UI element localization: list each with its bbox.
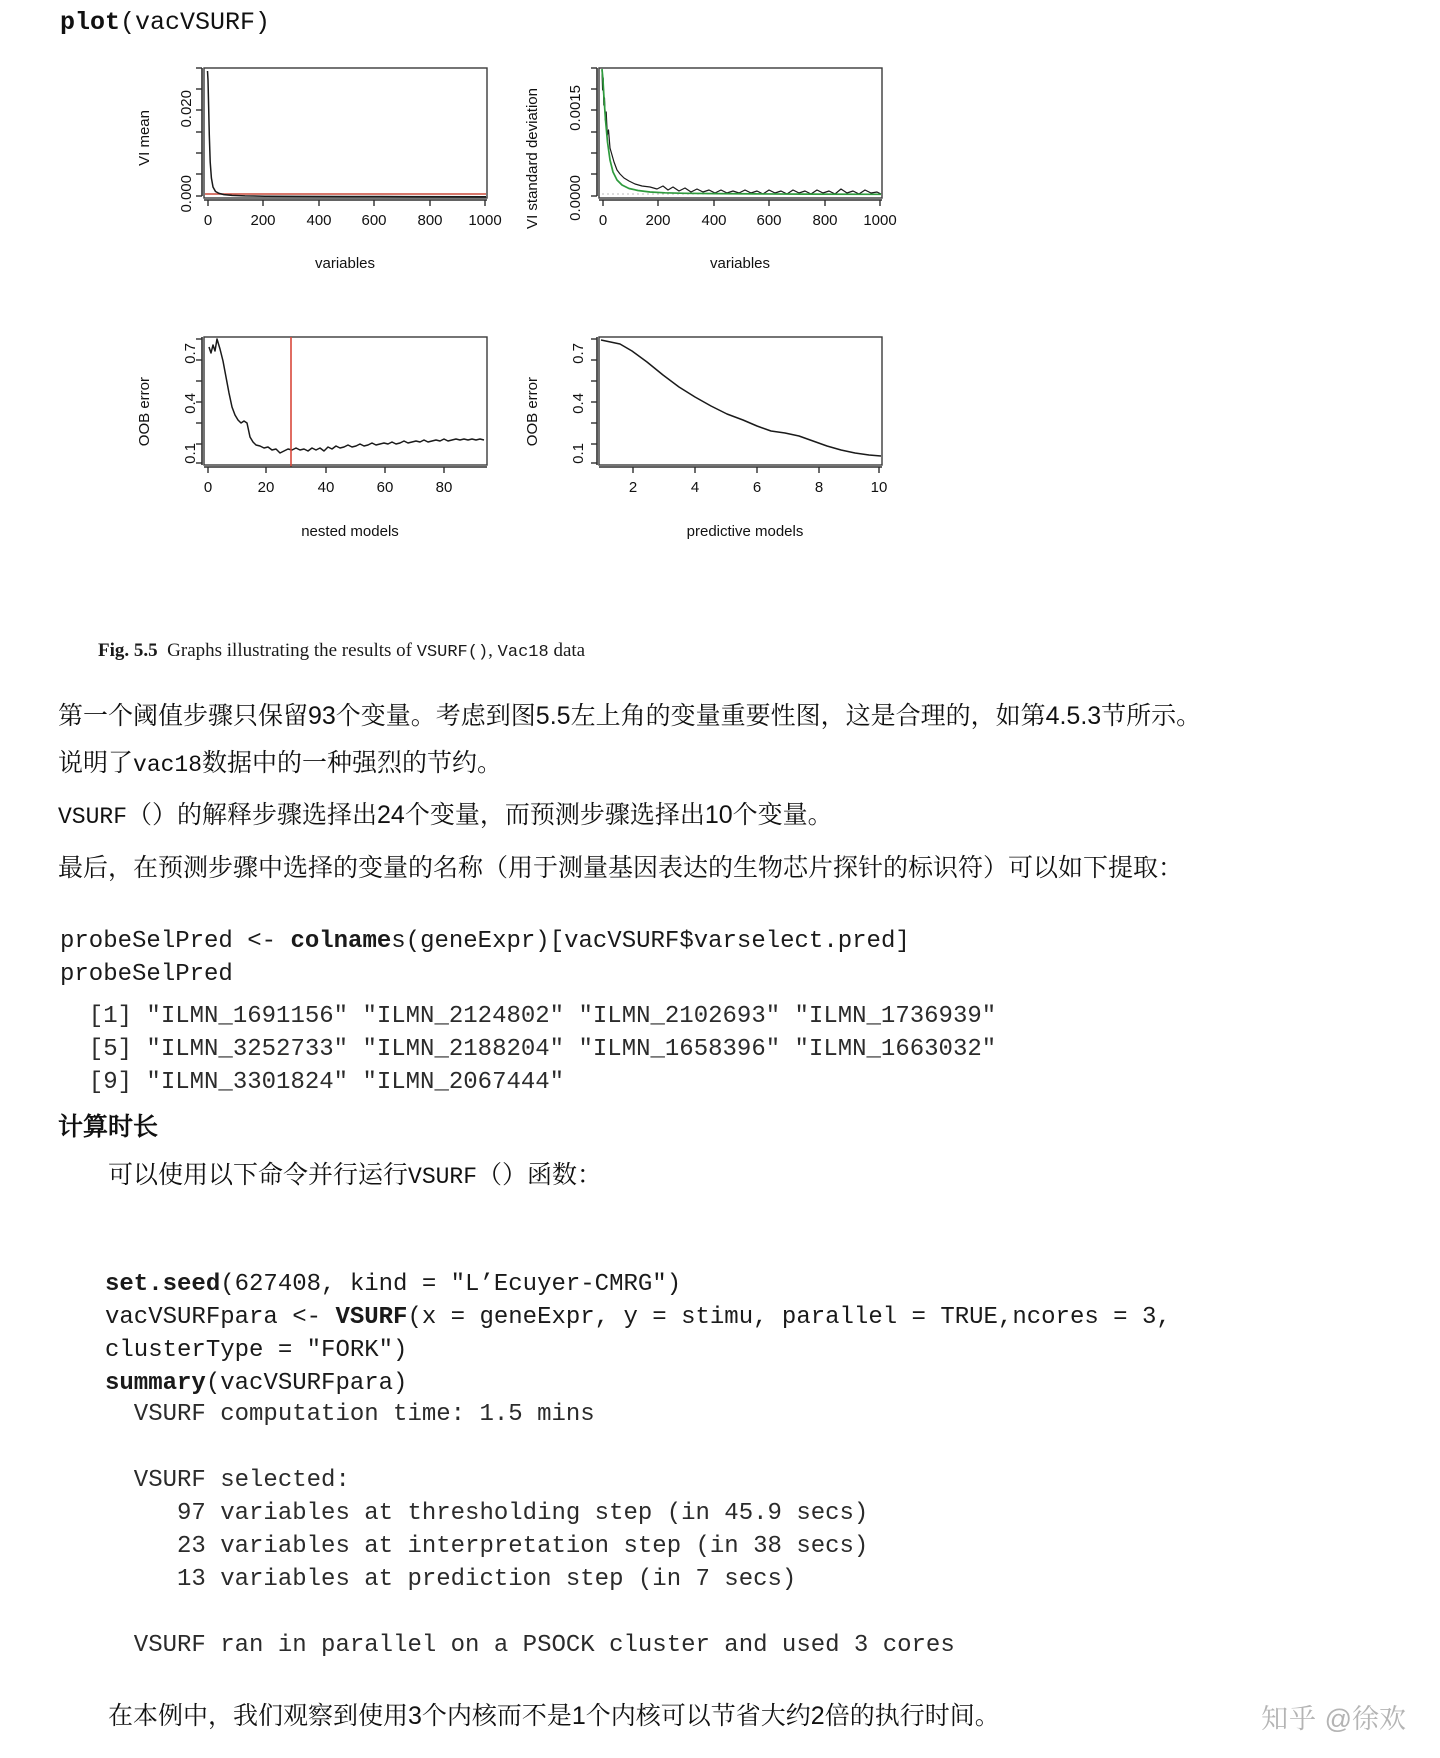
code-1-line1-a: probeSelPred <- — [60, 928, 291, 955]
chart-ytick-oob-pred-2: 0.7 — [570, 343, 587, 364]
output-2-line-2: VSURF selected: — [105, 1467, 350, 1494]
chart-xtick-oob-pred-0: 2 — [628, 479, 638, 496]
code-2-line3: clusterType = "FORK") — [105, 1337, 408, 1364]
chart-xtick-vi-mean-0: 0 — [203, 212, 213, 229]
chart-xtick-oob-pred-1: 4 — [690, 479, 700, 496]
chart-ytick-oob-nested-1: 0.4 — [182, 393, 199, 414]
figure-5-5 — [0, 40, 1000, 620]
paragraph-3-text: 最后，在预测步骤中选择的变量的名称（用于测量基因表达的生物芯片探针的标识符）可以如下提取： — [58, 854, 1184, 882]
chart-ylabel-oob-predictive: OOB error — [524, 377, 541, 447]
figure-caption-text-3: data — [548, 640, 586, 661]
chart-xtick-vi-mean-3: 600 — [361, 212, 387, 229]
paragraph-4 — [108, 1152, 602, 1200]
chart-panel-vi-sd — [505, 50, 905, 300]
paragraph-2-text: （）的解释步骤选择出24个变量，而预测步骤选择出10个变量。 — [127, 801, 833, 829]
output-1-line-1: [5] "ILMN_3252733" "ILMN_2188204" "ILMN_1658396" "ILMN_1663032" — [60, 1036, 997, 1063]
chart-ylabel-vi-sd: VI standard deviation — [524, 88, 541, 229]
output-2-line-4: 23 variables at interpretation step (in 38 secs) — [105, 1533, 869, 1560]
paragraph-2-mono-vsurf: VSURF — [58, 804, 128, 830]
paragraph-4-text-a: 可以使用以下命令并行运行 — [108, 1161, 409, 1189]
output-2-line-5: 13 variables at prediction step (in 7 secs) — [105, 1566, 797, 1593]
chart-xtick-vi-sd-3: 600 — [756, 212, 782, 229]
output-2-line-3: 97 variables at thresholding step (in 45.9 secs) — [105, 1500, 869, 1527]
paragraph-3 — [58, 845, 1183, 891]
paragraph-1-line-2-b: 数据中的一种强烈的节约。 — [202, 749, 503, 777]
chart-ytick-oob-pred-0: 0.1 — [570, 443, 587, 464]
chart-xtick-oob-pred-3: 8 — [814, 479, 824, 496]
output-2-line-7: VSURF ran in parallel on a PSOCK cluster and used 3 cores — [105, 1632, 955, 1659]
chart-xtick-oob-nested-1: 20 — [257, 479, 275, 496]
chart-xtick-vi-mean-4: 800 — [417, 212, 443, 229]
chart-ytick-oob-nested-0: 0.1 — [182, 443, 199, 464]
code-1-line1-b: s(geneExpr)[vacVSURF$varselect.pred] — [391, 928, 910, 955]
chart-ytick-oob-nested-2: 0.7 — [182, 343, 199, 364]
chart-xtick-oob-pred-4: 10 — [870, 479, 888, 496]
watermark — [1261, 1697, 1406, 1736]
figure-caption-mono-1: VSURF() — [416, 643, 489, 662]
chart-ylabel-oob-nested: OOB error — [136, 377, 153, 447]
chart-xtick-oob-nested-4: 80 — [435, 479, 453, 496]
chart-ylabel-vi-mean: VI mean — [136, 110, 153, 166]
paragraph-4-mono-vsurf: VSURF — [408, 1164, 478, 1190]
code-2-keyword-setseed: set.seed — [105, 1271, 221, 1298]
code-output-summary — [105, 1398, 955, 1662]
chart-xtick-oob-nested-0: 0 — [203, 479, 213, 496]
chart-xtick-vi-mean-2: 400 — [306, 212, 332, 229]
figure-caption-text-1: Graphs illustrating the results of — [167, 640, 417, 661]
chart-panel-oob-predictive — [505, 315, 905, 565]
chart-xtick-vi-mean-1: 200 — [250, 212, 276, 229]
paragraph-1-mono-vac18: vac18 — [133, 752, 203, 778]
chart-xtick-vi-sd-5: 1000 — [863, 212, 897, 229]
output-1-line-2: [9] "ILMN_3301824" "ILMN_2067444" — [60, 1069, 565, 1096]
chart-xlabel-oob-nested: nested models — [301, 523, 399, 540]
code-output-probeselpred — [60, 1000, 996, 1099]
chart-ytick-oob-pred-1: 0.4 — [570, 393, 587, 414]
code-1-line2: probeSelPred — [60, 961, 233, 988]
chart-xtick-oob-nested-3: 60 — [376, 479, 394, 496]
watermark-logo: 知乎 — [1261, 1704, 1318, 1734]
chart-xtick-vi-sd-1: 200 — [645, 212, 671, 229]
chart-ytick-vi-sd-0: 0.0000 — [567, 175, 584, 221]
paragraph-4-text-b: （）函数： — [477, 1161, 603, 1189]
code-block-parallel — [105, 1268, 1171, 1400]
code-2-line2-b: (x = geneExpr, y = stimu, parallel = TRUE,ncores = 3, — [407, 1304, 1171, 1331]
chart-panel-vi-mean — [110, 50, 510, 300]
code-2-line1-rest: (627408, kind = "L’Ecuyer-CMRG") — [220, 1271, 682, 1298]
output-1-line-0: [1] "ILMN_1691156" "ILMN_2124802" "ILMN_2102693" "ILMN_1736939" — [60, 1003, 997, 1030]
code-2-line4-rest: (vacVSURFpara) — [205, 1370, 408, 1397]
code-1-keyword-colnames: colname — [290, 928, 392, 955]
paragraph-1-line-2 — [58, 740, 502, 788]
figure-caption-mono-2: Vac18 — [497, 643, 549, 662]
paragraph-1-line-1-text: 第一个阈值步骤只保留93个变量。考虑到图5.5左上角的变量重要性图，这是合理的，如第4.5.3节所示。 — [58, 702, 1202, 730]
chart-ytick-vi-sd-1: 0.0015 — [567, 85, 584, 131]
chart-ytick-vi-mean-0: 0.000 — [178, 175, 195, 213]
chart-xtick-vi-sd-2: 400 — [701, 212, 727, 229]
code-keyword-plot: plot — [60, 8, 121, 37]
chart-xtick-oob-nested-2: 40 — [317, 479, 335, 496]
chart-xtick-vi-sd-0: 0 — [598, 212, 608, 229]
chart-xtick-vi-mean-5: 1000 — [468, 212, 502, 229]
chart-xtick-oob-pred-2: 6 — [752, 479, 762, 496]
paragraph-1-line-2-a: 说明了 — [58, 749, 134, 777]
output-2-line-0: VSURF computation time: 1.5 mins — [105, 1401, 595, 1428]
code-2-line2-a: vacVSURFpara <- — [105, 1304, 336, 1331]
chart-ytick-vi-mean-1: 0.020 — [178, 90, 195, 128]
code-args-plot: (vacVSURF) — [120, 8, 271, 37]
chart-xlabel-vi-sd: variables — [709, 255, 771, 272]
chart-xtick-vi-sd-4: 800 — [812, 212, 838, 229]
paragraph-1-line-1 — [58, 693, 1201, 739]
code-line-plot — [60, 8, 270, 37]
chart-xlabel-vi-mean: variables — [314, 255, 376, 272]
chart-panel-oob-nested — [110, 315, 510, 565]
paragraph-2 — [58, 792, 833, 840]
figure-caption — [98, 640, 585, 662]
chart-xlabel-oob-predictive: predictive models — [686, 523, 804, 540]
code-2-keyword-vsurf: VSURF — [335, 1304, 408, 1331]
paragraph-5: 在本例中，我们观察到使用3个内核而不是1个内核可以节省大约2倍的执行时间。 — [108, 1702, 1000, 1730]
section-heading-compute-time: 计算时长 — [58, 1113, 159, 1141]
watermark-username: @徐欢 — [1324, 1704, 1406, 1734]
figure-number: Fig. 5.5 — [98, 640, 158, 661]
figure-caption-text-2: , — [488, 640, 498, 661]
code-block-probeselpred — [60, 925, 910, 991]
code-2-keyword-summary: summary — [105, 1370, 206, 1397]
